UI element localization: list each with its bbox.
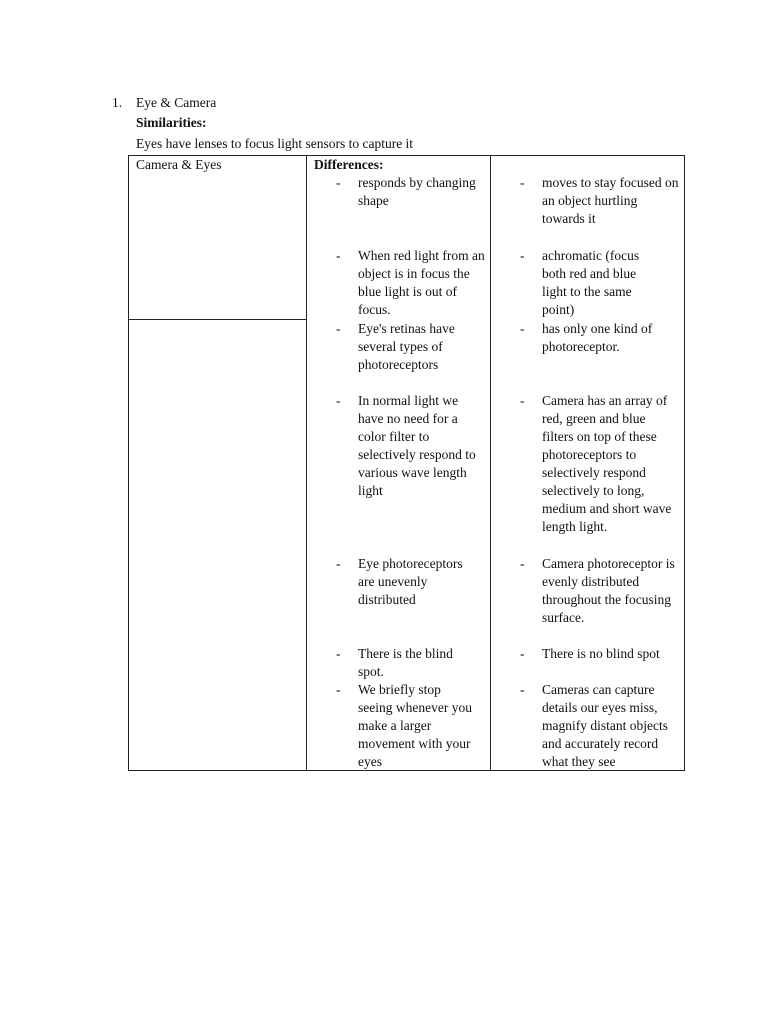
bullet-dash: - xyxy=(520,248,525,263)
bullet-dash: - xyxy=(520,393,525,408)
first-column-label: Camera & Eyes xyxy=(136,157,222,172)
bullet-dash: - xyxy=(520,175,525,190)
bullet-dash: - xyxy=(336,175,341,190)
eye-difference-item: There is the blind spot. xyxy=(358,646,453,679)
column-divider-1 xyxy=(306,155,307,771)
camera-difference-item: achromatic (focus both red and blue light to the same point) xyxy=(542,248,640,317)
list-number: 1. xyxy=(112,95,123,110)
eye-difference-item: Eye's retinas have several types of photoreceptors xyxy=(358,321,455,372)
camera-difference-item: has only one kind of photoreceptor. xyxy=(542,321,653,354)
bullet-dash: - xyxy=(520,321,525,336)
eye-difference-item: We briefly stop seeing whenever you make a larger movement with your eyes xyxy=(358,682,472,769)
eye-difference-item: responds by changing shape xyxy=(358,175,476,208)
bullet-dash: - xyxy=(336,248,341,263)
eye-difference-item: In normal light we have no need for a color filter to selectively respond to various wave length light xyxy=(358,393,476,498)
bullet-dash: - xyxy=(520,682,525,697)
column-divider-2 xyxy=(490,155,491,771)
bullet-dash: - xyxy=(336,682,341,697)
first-column-row-divider xyxy=(128,319,307,320)
camera-difference-item: Camera photoreceptor is evenly distributed throughout the focusing surface. xyxy=(542,556,675,625)
eye-difference-item: Eye photoreceptors are unevenly distributed xyxy=(358,556,463,607)
bullet-dash: - xyxy=(336,321,341,336)
differences-label: Differences: xyxy=(314,157,384,172)
section-title: Eye & Camera xyxy=(136,95,217,110)
bullet-dash: - xyxy=(520,646,525,661)
camera-difference-item: Cameras can capture details our eyes miss, magnify distant objects and accurately record what they see xyxy=(542,682,668,769)
camera-difference-item: moves to stay focused on an object hurtling towards it xyxy=(542,175,679,226)
bullet-dash: - xyxy=(336,646,341,661)
camera-difference-item: Camera has an array of red, green and blue filters on top of these photoreceptors to selectively respond selectively to long, medium and short wave length light. xyxy=(542,393,672,534)
similarities-label: Similarities: xyxy=(136,115,207,130)
similarities-text: Eyes have lenses to focus light sensors to capture it xyxy=(136,136,414,151)
bullet-dash: - xyxy=(336,556,341,571)
camera-difference-item: There is no blind spot xyxy=(542,646,660,661)
bullet-dash: - xyxy=(336,393,341,408)
eye-difference-item: When red light from an object is in focus the blue light is out of focus. xyxy=(358,248,485,317)
bullet-dash: - xyxy=(520,556,525,571)
